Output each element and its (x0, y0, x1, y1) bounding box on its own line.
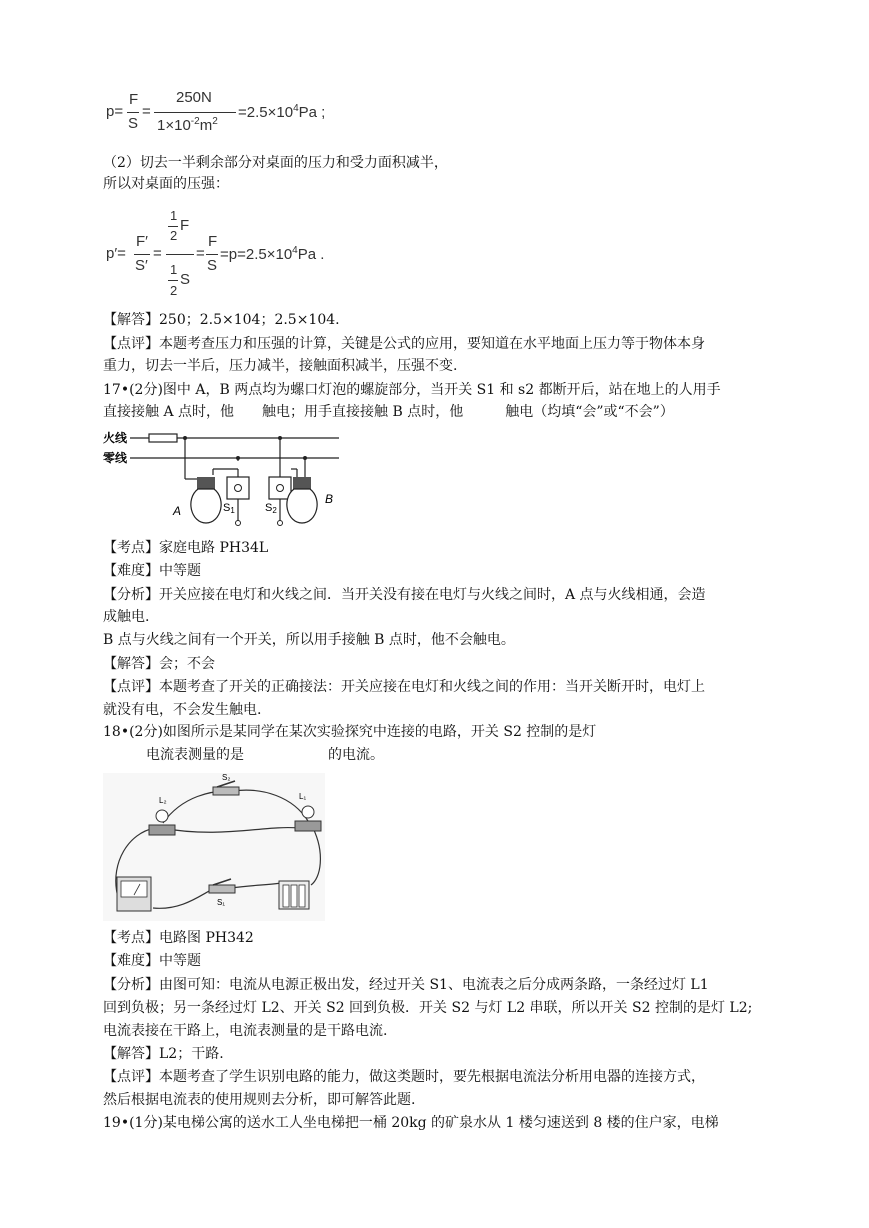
point-b-label: B (325, 492, 334, 506)
fraction-bar (134, 254, 150, 255)
half-top-den: 2 (170, 228, 178, 243)
difficulty-line: 【难度】中等题 (103, 563, 201, 579)
neutral-wire-label: 零线 (103, 451, 128, 465)
fraction-bar (166, 254, 194, 255)
kaodian-line: 【考点】电路图 PH342 (103, 930, 254, 946)
question-17-stem: 17•(2分)图中 A，B 两点均为螺口灯泡的螺旋部分，当开关 S1 和 s2 都断开后，站在地上的人用手 (103, 382, 721, 398)
half-bot-num: 1 (170, 262, 178, 277)
bulb-l1-label: L₁ (299, 792, 307, 801)
kaodian-line: 【考点】家庭电路 PH34L (103, 540, 269, 556)
review-line: 【点评】本题考查了开关的正确接法：开关应接在电灯和火线之间的作用：当开关断开时，电灯上 (103, 679, 705, 695)
question-19-stem: 19•(1分)某电梯公寓的送水工人坐电梯把一桶 20kg 的矿泉水从 1 楼匀速送到 8 楼的住户家，电梯 (103, 1115, 719, 1131)
question-18-stem: 电流表测量的是 的电流。 (146, 747, 384, 763)
formula1-lhs: p= (106, 103, 124, 120)
switch-s1-label: S₁ (217, 898, 226, 907)
answer-line: 【解答】会；不会 (103, 656, 215, 672)
formula2-den: S′ (135, 257, 148, 274)
formula1-den: S (128, 115, 139, 132)
review-line: 就没有电，不会发生触电. (103, 702, 262, 718)
formula1-den2: $1\times 10^{-2}m^2$ (157, 116, 218, 134)
switch-s1-label: S1 (223, 502, 235, 515)
question-18-stem: 18•(2分)如图所示是某同学在某次实验探究中连接的电路，开关 S2 控制的是灯 (103, 724, 597, 740)
experiment-circuit-figure (103, 773, 325, 921)
formula2-num: F′ (136, 233, 148, 250)
fraction-bar (127, 112, 139, 113)
bulb-a-icon (191, 477, 221, 523)
half-bot-den: 2 (170, 283, 178, 298)
formula2-eq: = (153, 245, 162, 262)
household-circuit-figure (103, 427, 343, 532)
question-17-stem: 直接接触 A 点时，他 触电；用手直接接触 B 点时，他 触电（均填“会”或“不会”） (103, 404, 674, 420)
fraction-bar (154, 112, 236, 113)
switch-s2-label: S2 (265, 502, 277, 515)
fuse-icon (149, 434, 177, 442)
review-line: 【点评】本题考查了学生识别电路的能力，做这类题时，要先根据电流法分析用电器的连接方式， (103, 1069, 705, 1085)
analysis-line: 成触电. (103, 609, 150, 625)
formula2-lhs: p′= (106, 245, 126, 262)
fraction-bar (168, 280, 178, 281)
formula2-eq2: = (196, 245, 205, 262)
analysis-line: 【分析】由图可知：电流从电源正极出发，经过开关 S1、电流表之后分成两条路，一条经过灯 L1 (103, 977, 709, 993)
half-top-var: F (180, 217, 190, 234)
formula1-rhs: $=2.5\times 10^4Pa$ ; (238, 103, 326, 121)
formula2-num3: F (208, 233, 218, 250)
text-line: 所以对桌面的压强： (103, 176, 229, 192)
point-a-label: A (173, 504, 182, 518)
text-line: （2）切去一半剩余部分对桌面的压力和受力面积减半， (103, 155, 448, 171)
analysis-line: 【分析】开关应接在电灯和火线之间．当开关没有接在电灯与火线之间时，A 点与火线相通，会造 (103, 587, 706, 603)
review-line: 然后根据电流表的使用规则去分析，即可解答此题. (103, 1092, 416, 1108)
battery-icon (279, 881, 309, 909)
analysis-line: 电流表接在干路上，电流表测量的是干路电流. (103, 1023, 388, 1039)
ammeter-icon (117, 877, 151, 911)
half-top-num: 1 (170, 208, 178, 223)
review-line: 【点评】本题考查压力和压强的计算，关键是公式的应用，要知道在水平地面上压力等于物体本身 (103, 336, 705, 352)
fraction-bar (168, 226, 178, 227)
fraction-bar (206, 254, 218, 255)
answer-line: 【解答】250；2.5×104；2.5×104. (103, 312, 340, 328)
difficulty-line: 【难度】中等题 (103, 953, 201, 969)
live-wire-label: 火线 (103, 431, 128, 445)
analysis-line: B 点与火线之间有一个开关，所以用手接触 B 点时，他不会触电。 (103, 632, 515, 648)
half-bot-var: S (180, 271, 191, 288)
formula1-num: F (129, 91, 139, 108)
formula2-den3: S (207, 257, 218, 274)
bulb-l2-label: L₂ (159, 796, 167, 805)
formula1-num2: 250N (176, 89, 212, 106)
review-line: 重力，切去一半后，压力减半，接触面积减半，压强不变. (103, 358, 458, 374)
formula1-eq: = (142, 103, 151, 120)
answer-line: 【解答】L2；干路. (103, 1046, 224, 1062)
formula2-rhs: $=p=2.5\times 10^4Pa$ . (220, 245, 325, 263)
switch-s2-label: S₂ (222, 773, 231, 782)
analysis-line: 回到负极；另一条经过灯 L2、开关 S2 回到负极．开关 S2 与灯 L2 串联，所以开关 S2 控制的是灯 L2; (103, 1000, 753, 1016)
